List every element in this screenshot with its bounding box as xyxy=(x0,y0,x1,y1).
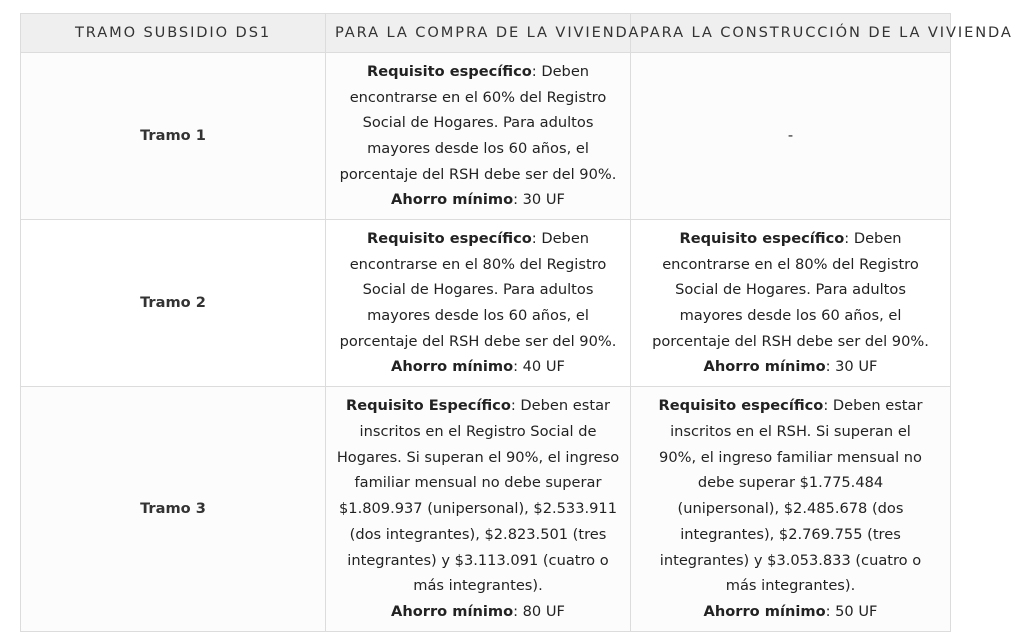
requirement-text: debe superar $1.775.484 xyxy=(697,474,884,492)
requirement-label: Requisito específico xyxy=(366,229,532,247)
requirement-text: encontrarse en el 80% del Registro xyxy=(349,255,607,273)
savings-label: Ahorro mínimo xyxy=(703,358,826,376)
requirement-text: encontrarse en el 60% del Registro xyxy=(349,88,607,106)
requirement-text: encontrarse en el 80% del Registro xyxy=(662,255,919,273)
requirement-text: $1.809.937 (unipersonal), $2.533.911 xyxy=(339,500,617,518)
requirement-line xyxy=(637,226,944,252)
savings-line xyxy=(332,354,624,380)
construccion-cell xyxy=(631,387,951,632)
requirement-text: Social de Hogares. Para adultos xyxy=(362,114,594,132)
requirement-text: más integrantes). xyxy=(413,577,543,595)
requirement-line xyxy=(332,226,624,252)
table-row xyxy=(21,387,951,632)
savings-line xyxy=(637,354,944,380)
requirement-line xyxy=(637,393,944,419)
requirement-text: porcentaje del RSH debe ser del 90%. xyxy=(339,332,617,350)
requirement-text: porcentaje del RSH debe ser del 90%. xyxy=(652,332,929,350)
subsidy-table xyxy=(20,13,1013,632)
savings-line xyxy=(332,599,624,625)
savings-label: Ahorro mínimo xyxy=(703,602,826,620)
compra-cell xyxy=(326,53,631,220)
savings-line xyxy=(332,187,624,213)
requirement-text: Social de Hogares. Para adultos xyxy=(362,281,594,299)
requirement-text: familiar mensual no debe superar xyxy=(354,474,602,492)
construccion-cell xyxy=(631,220,951,387)
savings-label: Ahorro mínimo xyxy=(391,191,514,209)
requirement-label: Requisito específico xyxy=(658,397,824,415)
savings-line xyxy=(637,599,944,625)
subsidy-table-container xyxy=(20,13,1013,620)
requirement-line xyxy=(332,393,624,419)
requirement-text: mayores desde los 60 años, el xyxy=(367,307,589,324)
table-row xyxy=(21,220,951,387)
requirement-text: : Deben xyxy=(531,62,590,80)
requirement-text: (unipersonal), $2.485.678 (dos xyxy=(677,500,904,518)
savings-value: : 80 UF xyxy=(513,602,565,620)
tramo-label: Tramo 3 xyxy=(21,387,326,632)
requirement-text: porcentaje del RSH debe ser del 90%. xyxy=(339,165,617,183)
empty-value: - xyxy=(787,127,794,145)
savings-label: Ahorro mínimo xyxy=(391,358,514,376)
requirement-text: inscritos en el RSH. Si superan el xyxy=(670,423,911,441)
compra-cell xyxy=(326,387,631,632)
requirement-label: Requisito específico xyxy=(679,229,845,247)
header-compra: PARA LA COMPRA DE LA VIVIENDA xyxy=(326,14,631,53)
requirement-line xyxy=(332,59,624,85)
savings-value: : 40 UF xyxy=(513,358,565,376)
savings-label: Ahorro mínimo xyxy=(391,602,514,620)
requirement-text: inscritos en el Registro Social de xyxy=(359,423,597,441)
requirement-text: : Deben xyxy=(531,229,590,247)
header-tramo: TRAMO SUBSIDIO DS1 xyxy=(21,14,326,53)
table-header-row xyxy=(21,14,951,53)
requirement-text: (dos integrantes), $2.823.501 (tres xyxy=(349,525,607,543)
compra-cell xyxy=(326,220,631,387)
requirement-text: más integrantes). xyxy=(725,577,856,595)
requirement-text: 90%, el ingreso familiar mensual no xyxy=(659,448,922,466)
requirement-text: integrantes), $2.769.755 (tres xyxy=(680,525,901,543)
tramo-label: Tramo 2 xyxy=(21,220,326,387)
requirement-label: Requisito específico xyxy=(366,62,532,80)
requirement-text: integrantes) y $3.053.833 (cuatro o xyxy=(659,551,922,569)
requirement-label: Requisito Específico xyxy=(345,397,511,415)
requirement-text: : Deben estar xyxy=(510,397,611,415)
requirement-text: mayores desde los 60 años, el xyxy=(367,140,589,157)
requirement-text: Social de Hogares. Para adultos xyxy=(675,281,906,299)
header-construccion: PARA LA CONSTRUCCIÓN DE LA VIVIENDA xyxy=(631,14,951,53)
table-row xyxy=(21,53,951,220)
requirement-text: mayores desde los 60 años, el xyxy=(679,307,902,324)
requirement-text: Hogares. Si superan el 90%, el ingreso xyxy=(336,448,620,466)
construccion-cell xyxy=(631,53,951,220)
requirement-text: : Deben xyxy=(844,229,902,247)
savings-value: : 30 UF xyxy=(825,358,878,376)
savings-value: : 50 UF xyxy=(825,602,878,620)
requirement-text: : Deben estar xyxy=(823,397,923,415)
requirement-text: integrantes) y $3.113.091 (cuatro o xyxy=(347,551,609,569)
tramo-label: Tramo 1 xyxy=(21,53,326,220)
savings-value: : 30 UF xyxy=(513,191,565,209)
